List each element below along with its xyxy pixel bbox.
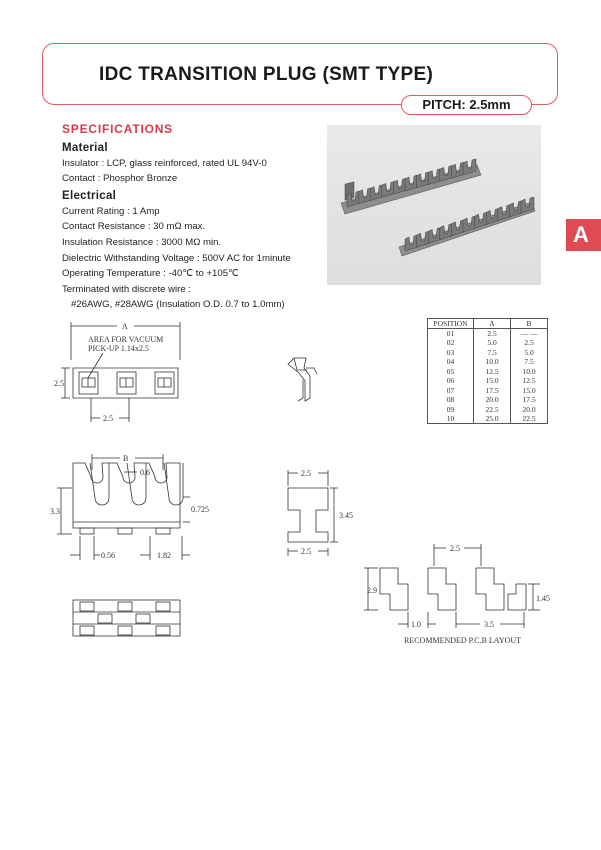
- table-cell: 08: [428, 395, 474, 405]
- dim-label: 0.725: [191, 505, 209, 514]
- table-row: [428, 348, 548, 358]
- table-cell: 22.5: [511, 414, 548, 424]
- table-cell: 12.5: [511, 376, 548, 386]
- spec-line: #26AWG, #28AWG (Insulation O.D. 0.7 to 1.0mm): [71, 299, 285, 311]
- table-cell: 09: [428, 405, 474, 415]
- dim-label: 1.45: [536, 594, 550, 603]
- table-header: A: [474, 319, 511, 329]
- electrical-heading: Electrical: [62, 189, 117, 202]
- dim-label: 2.9: [367, 586, 377, 595]
- table-cell: 25.0: [474, 414, 511, 424]
- dim-label: 2.5: [450, 544, 460, 553]
- dim-label: 3.3: [50, 507, 60, 516]
- table-row: [428, 357, 548, 367]
- dim-label: 2.5: [301, 469, 311, 478]
- table-row: [428, 367, 548, 377]
- table-cell: 10.0: [474, 357, 511, 367]
- table-cell: — —: [511, 329, 548, 339]
- table-row: [428, 395, 548, 405]
- spec-line: Dielectric Withstanding Voltage : 500V AC for 1minute: [62, 252, 291, 264]
- table-cell: 7.5: [474, 348, 511, 358]
- table-cell: 01: [428, 329, 474, 339]
- table-row: [428, 329, 548, 339]
- table-header-row: [428, 319, 548, 329]
- spec-line: Contact : Phosphor Bronze: [62, 173, 178, 185]
- pcb-layout-drawing: [364, 544, 540, 628]
- dim-label: 2.5: [54, 379, 64, 388]
- table-cell: 04: [428, 357, 474, 367]
- table-cell: 03: [428, 348, 474, 358]
- dim-label: A: [122, 322, 128, 331]
- table-cell: 20.0: [474, 395, 511, 405]
- dim-note: AREA FOR VACUUM: [88, 335, 164, 344]
- section-tab[interactable]: A: [566, 219, 601, 251]
- specifications-heading: SPECIFICATIONS: [62, 122, 173, 136]
- table-cell: 02: [428, 338, 474, 348]
- table-cell: 06: [428, 376, 474, 386]
- dim-label: 2.5: [301, 547, 311, 556]
- table-row: [428, 386, 548, 396]
- table-cell: 17.5: [474, 386, 511, 396]
- table-row: [428, 338, 548, 348]
- spec-line: Current Rating : 1 Amp: [62, 205, 160, 217]
- dim-label: 1.0: [411, 620, 421, 629]
- contact-iso-drawing: [288, 358, 317, 401]
- table-cell: 05: [428, 367, 474, 377]
- side-view-drawing: [288, 470, 338, 556]
- page-title: IDC TRANSITION PLUG (SMT TYPE): [99, 64, 434, 85]
- spec-line: Insulator : LCP, glass reinforced, rated UL 94V-0: [62, 157, 267, 169]
- material-heading: Material: [62, 141, 108, 154]
- pcb-caption: RECOMMENDED P.C.B LAYOUT: [404, 636, 522, 645]
- table-cell: 10: [428, 414, 474, 424]
- table-row: [428, 376, 548, 386]
- table-cell: 5.0: [474, 338, 511, 348]
- front-view-drawing: [57, 454, 190, 560]
- pitch-badge: PITCH: 2.5mm: [401, 95, 532, 115]
- table-cell: 2.5: [474, 329, 511, 339]
- bottom-view-drawing: [73, 600, 180, 636]
- dim-label: 0.56: [101, 551, 115, 560]
- table-cell: 5.0: [511, 348, 548, 358]
- spec-line: Contact Resistance : 30 mΩ max.: [62, 221, 206, 233]
- table-cell: 15.0: [474, 376, 511, 386]
- table-cell: 17.5: [511, 395, 548, 405]
- dim-label: 2.5: [103, 414, 113, 423]
- dim-label: 3.5: [484, 620, 494, 629]
- spec-line: Insulation Resistance : 3000 MΩ min.: [62, 236, 222, 248]
- dim-label: 3.45: [339, 511, 353, 520]
- table-cell: 15.0: [511, 386, 548, 396]
- table-cell: 07: [428, 386, 474, 396]
- spec-line: Terminated with discrete wire :: [62, 283, 192, 295]
- table-cell: 22.5: [474, 405, 511, 415]
- table-row: [428, 414, 548, 424]
- table-cell: 7.5: [511, 357, 548, 367]
- dim-label: 1.82: [157, 551, 171, 560]
- table-cell: 12.5: [474, 367, 511, 377]
- spec-line: Operating Temperature : -40℃ to +105℃: [62, 268, 239, 280]
- table-row: [428, 405, 548, 415]
- dim-label: 0.6: [140, 468, 150, 477]
- position-table: [427, 318, 548, 424]
- dim-note: PICK-UP 1.14x2.5: [88, 344, 149, 353]
- table-cell: 10.0: [511, 367, 548, 377]
- table-header: B: [511, 319, 548, 329]
- table-cell: 20.0: [511, 405, 548, 415]
- table-cell: 2.5: [511, 338, 548, 348]
- dim-label: B: [123, 454, 129, 463]
- table-header: POSITION: [428, 319, 474, 329]
